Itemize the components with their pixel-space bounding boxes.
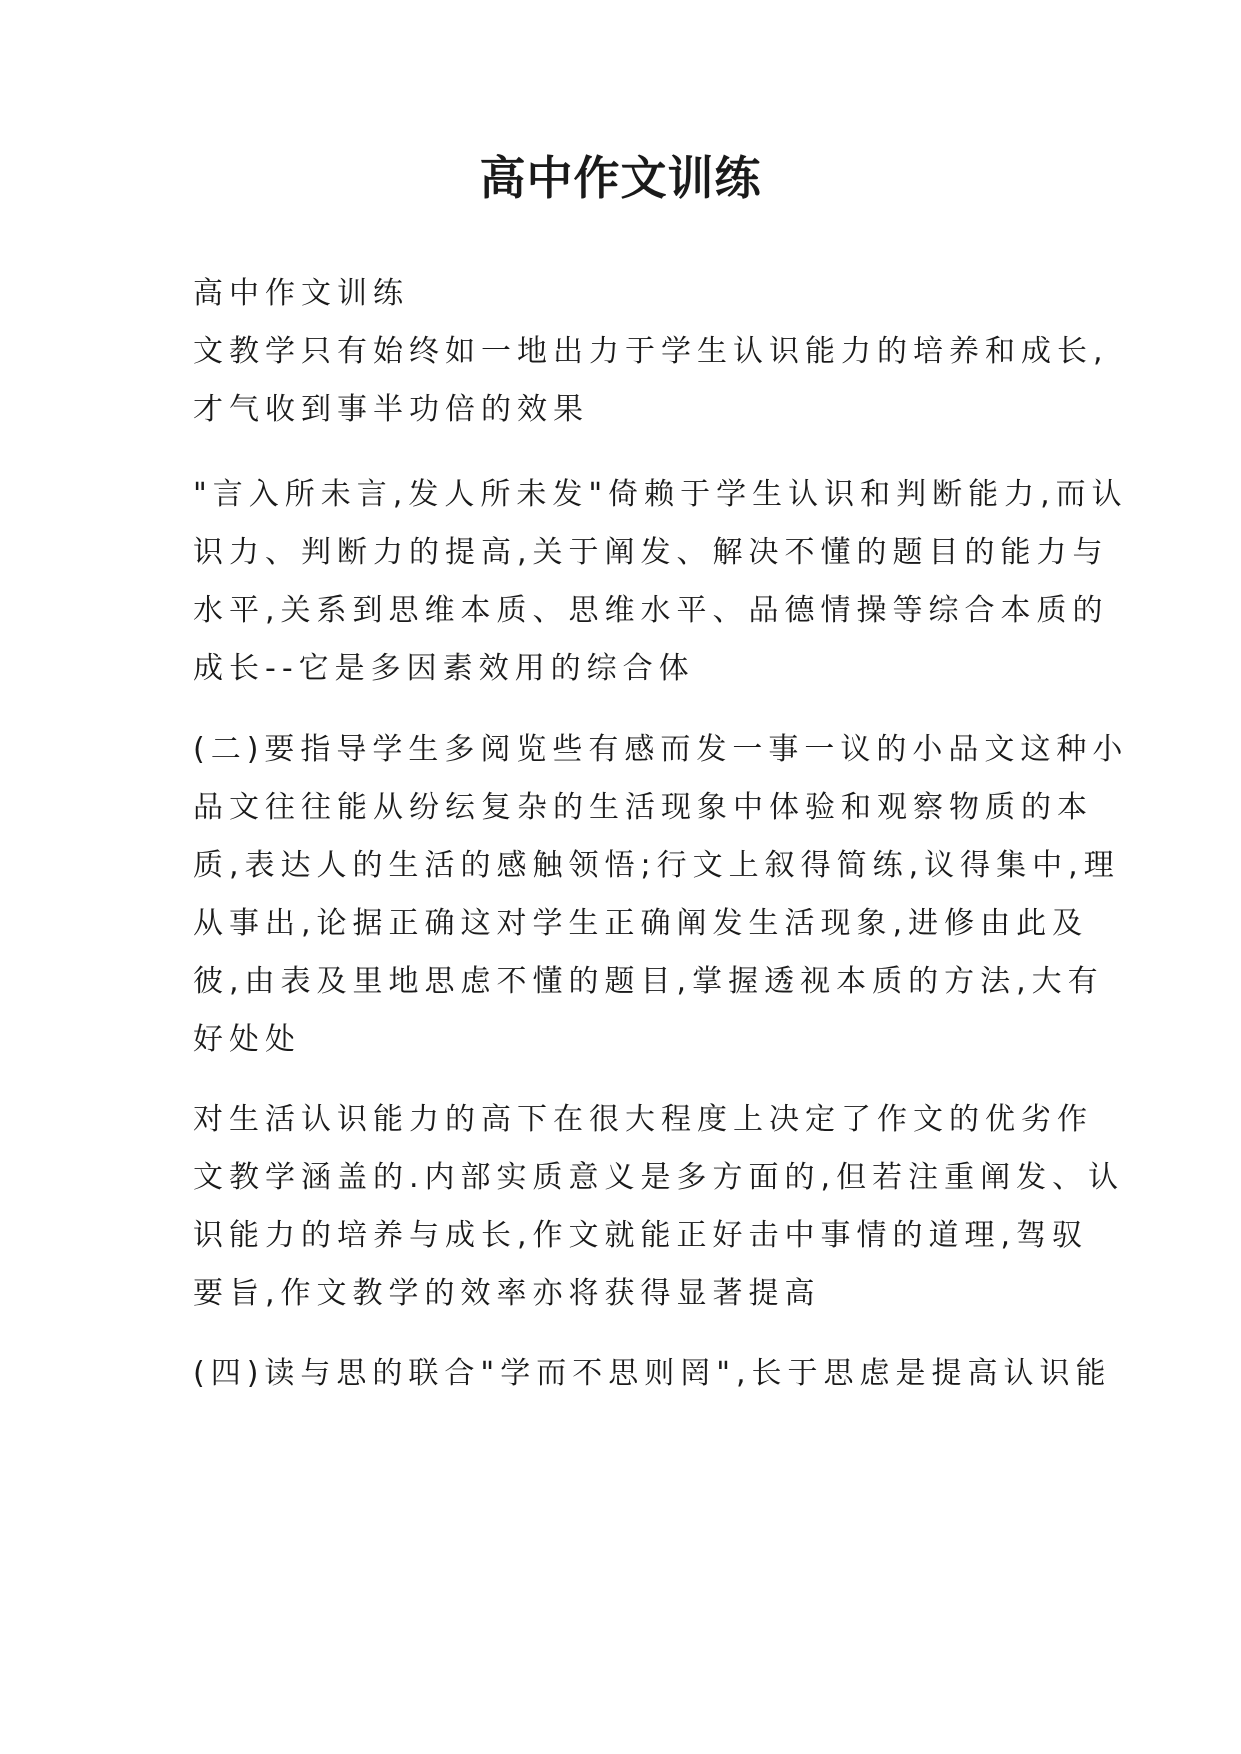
paragraph-line: 好处处 [193, 1022, 301, 1057]
paragraph-line: 质,表达人的生活的感触领悟;行文上叙得简练,议得集中,理 [193, 848, 1120, 883]
paragraph-line: 彼,由表及里地思虑不懂的题目,掌握透视本质的方法,大有 [193, 964, 1104, 999]
paragraph-line: 对生活认识能力的高下在很大程度上决定了作文的优劣作 [193, 1102, 1093, 1137]
paragraph-line: 品文往往能从纷纭复杂的生活现象中体验和观察物质的本 [193, 790, 1093, 825]
paragraph-intro [193, 323, 1109, 439]
paragraph-cognition [193, 1091, 1125, 1323]
paragraph-judgement [193, 466, 1128, 698]
paragraph-line: 水平,关系到思维本质、思维水平、品德情操等综合本质的 [193, 593, 1109, 628]
paragraph-line: 识力、判断力的提高,关于阐发、解决不懂的题目的能力与 [193, 535, 1109, 570]
paragraph-line: 才气收到事半功倍的效果 [193, 392, 589, 427]
paragraph-line: (二)要指导学生多阅览些有感而发一事一议的小品文这种小 [193, 732, 1129, 767]
paragraph-line: 文教学只有始终如一地出力于学生认识能力的培养和成长, [193, 334, 1109, 369]
paragraph-line: 从事出,论据正确这对学生正确阐发生活现象,进修由此及 [193, 906, 1089, 941]
paragraph-line: (四)读与思的联合"学而不思则罔",长于思虑是提高认识能 [193, 1356, 1112, 1391]
paragraph-section-four [193, 1345, 1112, 1403]
paragraph-line: "言入所未言,发人所未发"倚赖于学生认识和判断能力,而认 [193, 477, 1128, 512]
paragraph-line: 高中作文训练 [193, 276, 409, 311]
paragraph-line: 文教学涵盖的.内部实质意义是多方面的,但若注重阐发、认 [193, 1160, 1125, 1195]
paragraph-line: 成长--它是多因素效用的综合体 [193, 651, 695, 686]
paragraph-section-two [193, 721, 1129, 1069]
paragraph-line: 要旨,作文教学的效率亦将获得显著提高 [193, 1276, 821, 1311]
paragraph-heading [193, 265, 1053, 323]
paragraph-line: 识能力的培养与成长,作文就能正好击中事情的道理,驾驭 [193, 1218, 1089, 1253]
document-title: 高中作文训练 [479, 151, 762, 205]
